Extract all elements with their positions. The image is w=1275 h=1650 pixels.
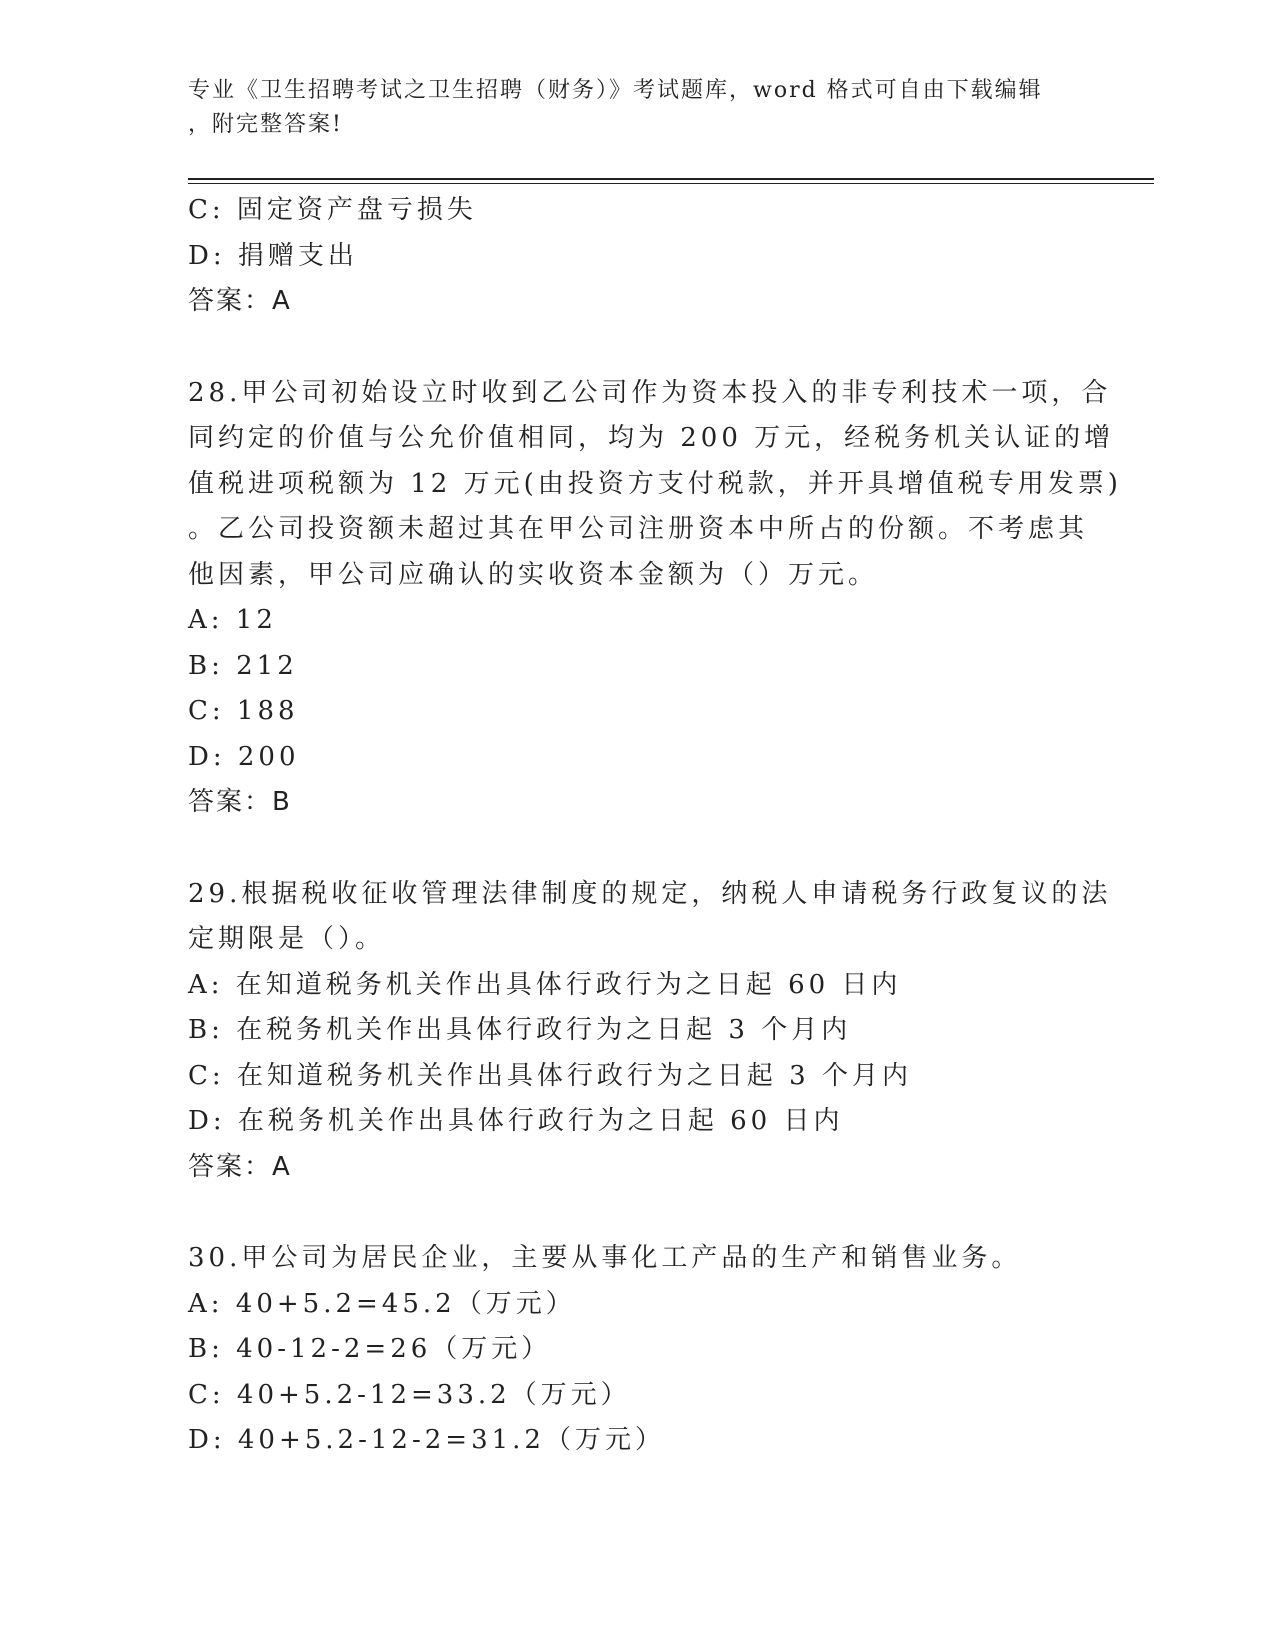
question-28 bbox=[188, 371, 1122, 826]
question-30 bbox=[188, 1236, 1088, 1464]
question-content bbox=[188, 188, 1122, 1464]
q28-option-d: D: 200 bbox=[188, 741, 300, 772]
q30-option-c: C: 40+5.2-12=33.2（万元） bbox=[188, 1379, 631, 1410]
q27-option-d: D: 捐赠支出 bbox=[188, 240, 358, 271]
q29-stem-line-2: 定期限是（）。 bbox=[188, 924, 386, 954]
q28-option-a: A: 12 bbox=[188, 605, 277, 635]
q29-option-d: D: 在税务机关作出具体行政行为之日起 60 日内 bbox=[188, 1106, 844, 1136]
question-27-tail bbox=[188, 188, 1088, 325]
q29-option-b: B: 在税务机关作出具体行政行为之日起 3 个月内 bbox=[188, 1015, 852, 1045]
header-rule-thick bbox=[188, 178, 1154, 180]
q30-option-d: D: 40+5.2-12-2=31.2（万元） bbox=[188, 1425, 665, 1455]
q30-option-a: A: 40+5.2=45.2（万元） bbox=[188, 1288, 576, 1319]
q28-stem-line-3: 值税进项税额为 12 万元(由投资方支付税款，并开具增值税专用发票) bbox=[188, 468, 1122, 499]
q29-option-c: C: 在知道税务机关作出具体行政行为之日起 3 个月内 bbox=[188, 1060, 912, 1091]
q28-stem-line-5: 他因素，甲公司应确认的实收资本金额为（）万元。 bbox=[188, 559, 879, 590]
q28-answer: 答案：B bbox=[188, 787, 292, 817]
q28-stem-line-2: 同约定的价值与公允价值相同，均为 200 万元，经税务机关认证的增 bbox=[188, 423, 1115, 453]
header-rule-thin bbox=[188, 183, 1154, 184]
document-header bbox=[188, 74, 1068, 142]
header-line-1: 专业《卫生招聘考试之卫生招聘（财务）》考试题库，word 格式可自由下载编辑 bbox=[188, 78, 1043, 103]
q28-option-b: B: 212 bbox=[188, 650, 298, 681]
q30-option-b: B: 40-12-2=26（万元） bbox=[188, 1334, 552, 1364]
q29-option-a: A: 在知道税务机关作出具体行政行为之日起 60 日内 bbox=[188, 969, 902, 1000]
q28-stem-line-4: 。乙公司投资额未超过其在甲公司注册资本中所占的份额。不考虑其 bbox=[188, 514, 1089, 544]
q29-stem-line-1: 29.根据税收征收管理法律制度的规定，纳税人申请税务行政复议的法 bbox=[188, 878, 1112, 909]
q27-answer: 答案：A bbox=[188, 286, 292, 316]
header-line-2: ，附完整答案! bbox=[188, 112, 343, 137]
q28-stem-line-1: 28.甲公司初始设立时收到乙公司作为资本投入的非专利技术一项，合 bbox=[188, 377, 1112, 408]
q30-stem-line-1: 30.甲公司为居民企业，主要从事化工产品的生产和销售业务。 bbox=[188, 1243, 1022, 1273]
q27-option-c: C: 固定资产盘亏损失 bbox=[188, 195, 477, 225]
q29-answer: 答案：A bbox=[188, 1151, 292, 1182]
question-29 bbox=[188, 872, 1112, 1191]
q28-option-c: C: 188 bbox=[188, 696, 299, 726]
